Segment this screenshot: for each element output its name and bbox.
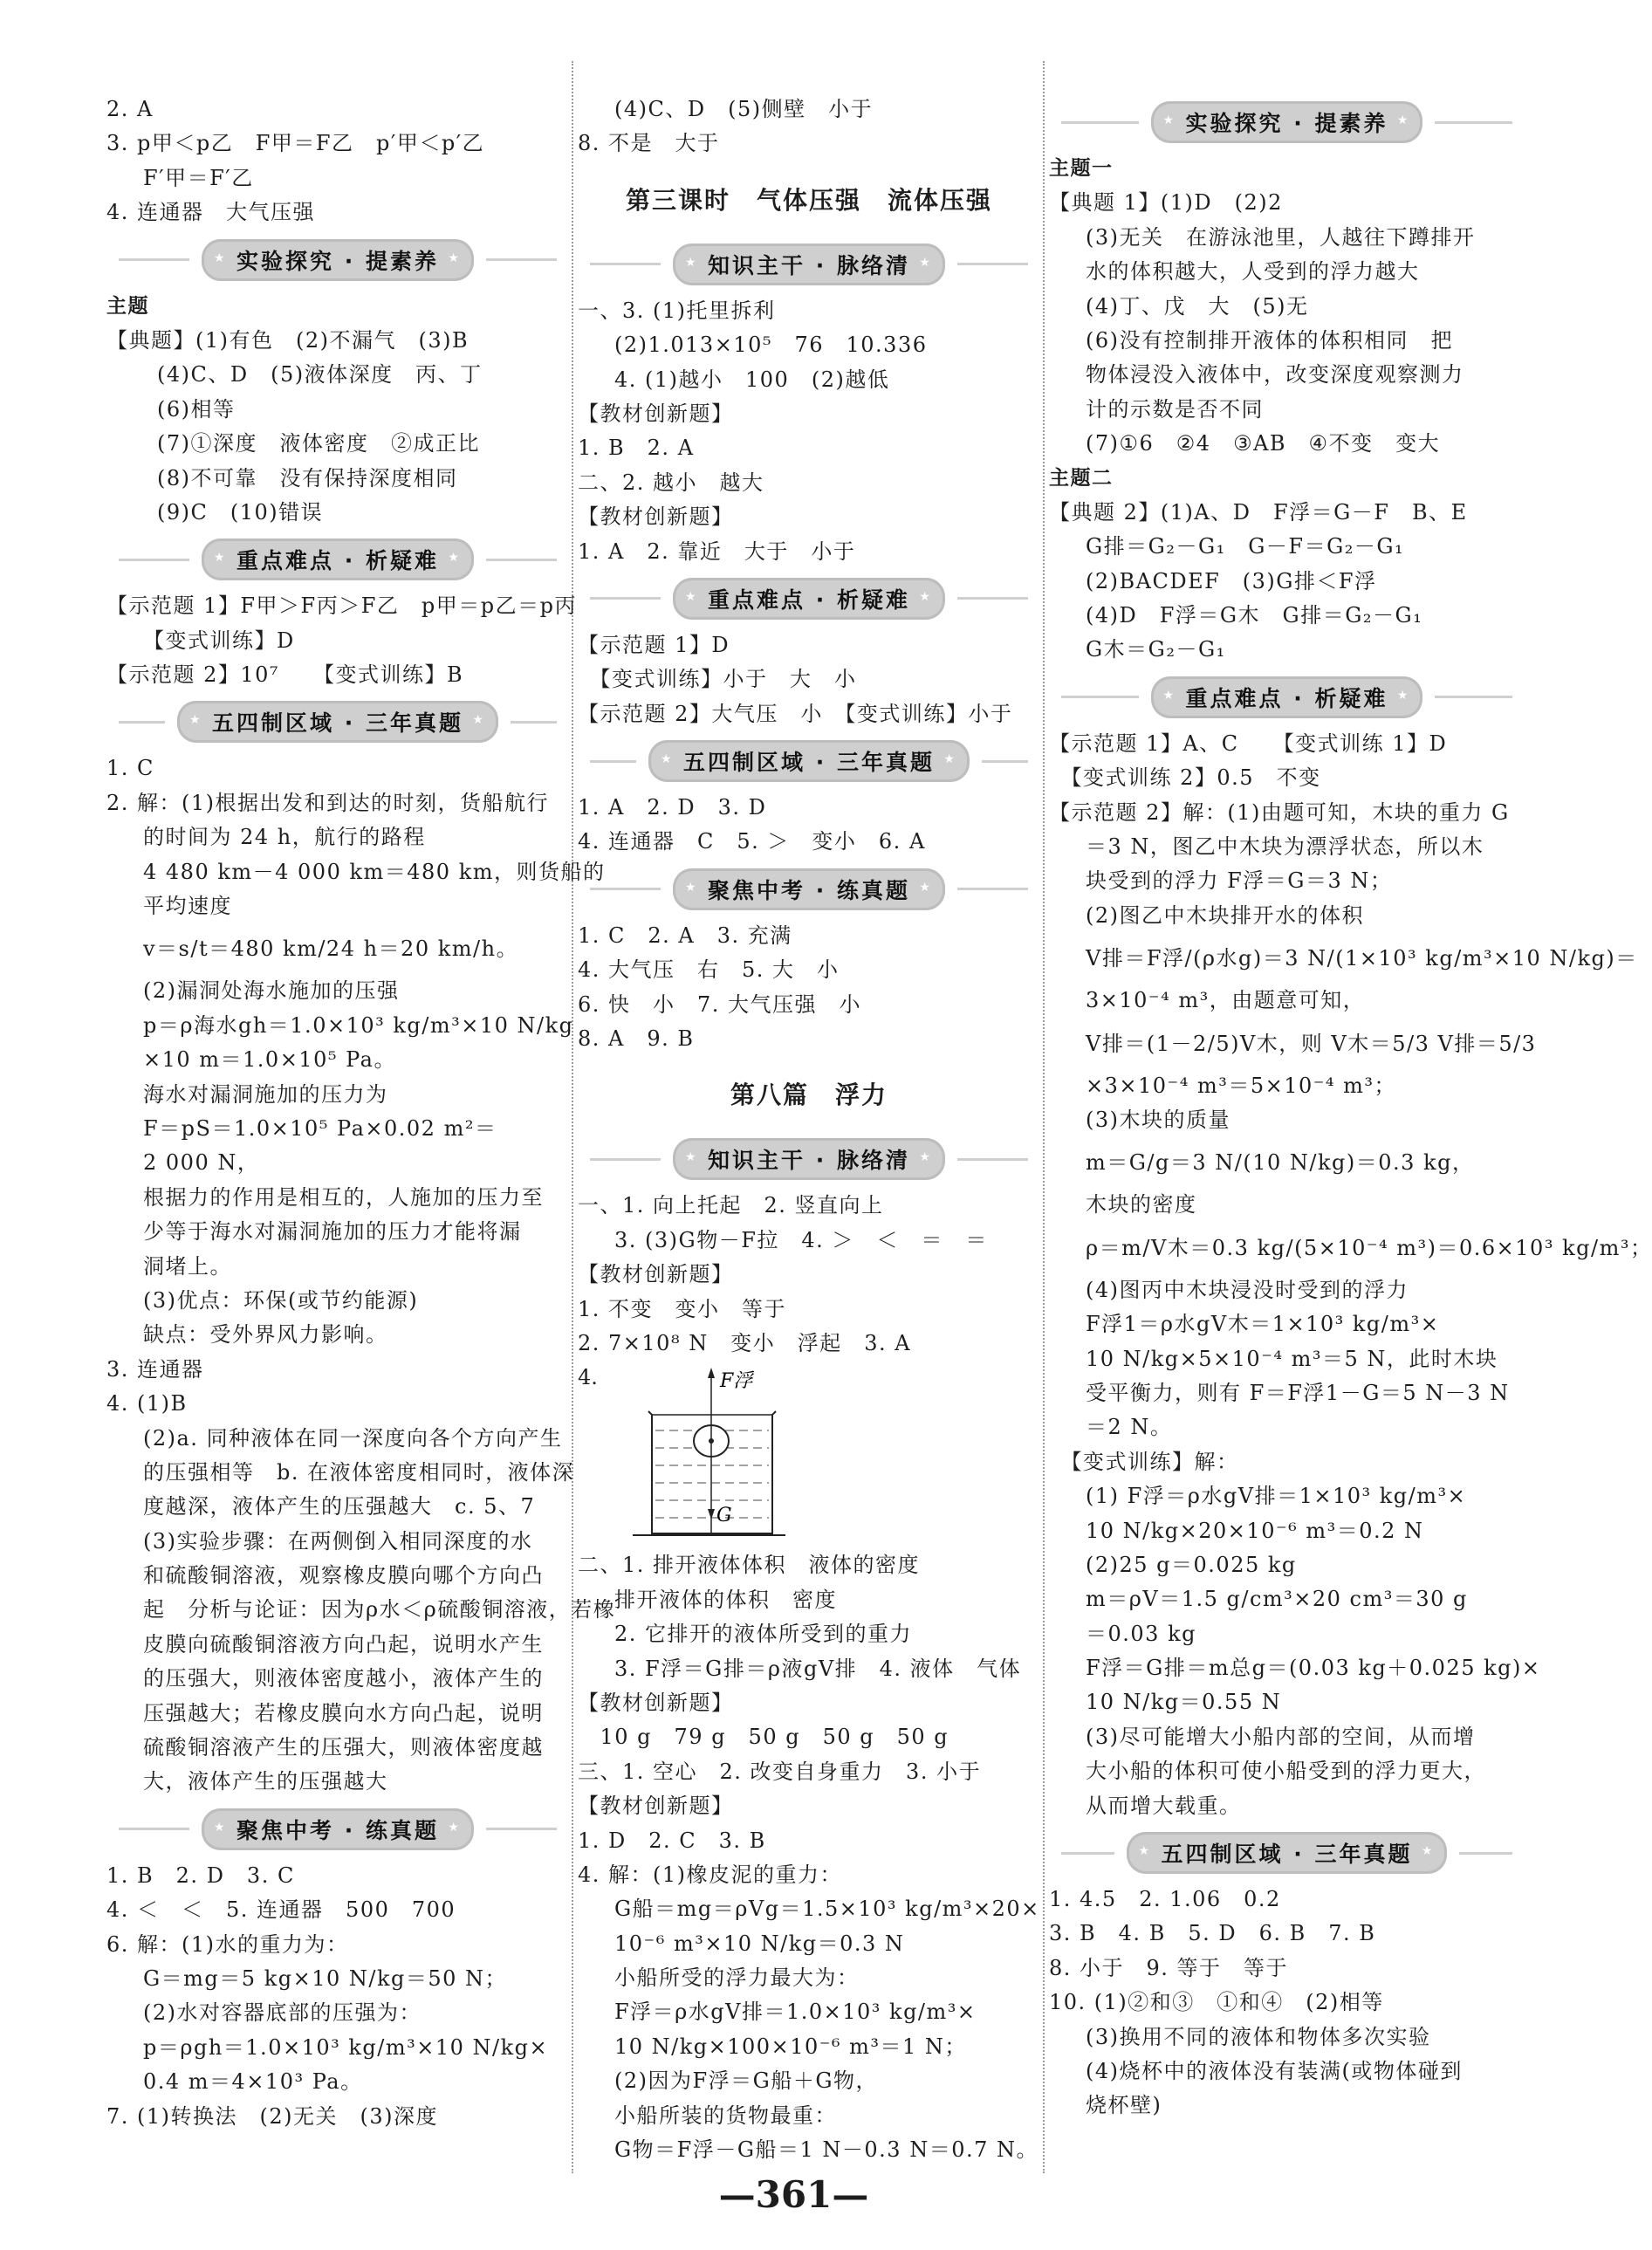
answer-line: (4)D F浮＝G木 G排＝G₂－G₁ xyxy=(1086,603,1423,628)
star-icon: ★ xyxy=(214,1820,228,1835)
chapter-title: 第八篇 浮力 xyxy=(730,1080,888,1110)
answer-line: (4)丁、戊 大 (5)无 xyxy=(1086,293,1309,319)
beaker-force-diagram xyxy=(598,1361,860,1544)
section-banner xyxy=(106,1800,569,1859)
answer-line: 【变式训练】解： xyxy=(1049,1449,1239,1474)
section-banner-title xyxy=(673,244,945,285)
answer-line: 1. C xyxy=(106,756,154,781)
banner-text: 知识主干 · 脉络清 xyxy=(708,1148,910,1174)
buoyant-force-label: F浮 xyxy=(719,1370,753,1393)
topic-heading: 主题一 xyxy=(1049,157,1114,180)
answer-line: 3. (3)G物－F拉 4. ＞ ＜ ＝ ＝ xyxy=(614,1227,988,1252)
answer-line: (4)烧杯中的液体没有装满(或物体碰到 xyxy=(1086,2058,1463,2083)
banner-text: 重点难点 · 析疑难 xyxy=(236,548,439,574)
section-banner-title xyxy=(177,701,498,743)
buoyancy-diagram xyxy=(578,1361,1040,1548)
section-banner xyxy=(106,692,569,751)
answer-line: 2. 解：(1)根据出发和到达的时刻，货船航行 xyxy=(106,790,550,815)
star-icon: ★ xyxy=(1162,113,1177,127)
answer-line: 小船所装的货物最重： xyxy=(614,2103,837,2128)
answer-line: 1. B 2. D 3. C xyxy=(106,1862,295,1888)
star-icon: ★ xyxy=(448,250,462,265)
answer-line: 少等于海水对漏洞施加的压力才能将漏 xyxy=(143,1219,522,1245)
answer-line: 一、1. 向上托起 2. 竖直向上 xyxy=(578,1193,884,1218)
banner-text: 实验探究 · 提素养 xyxy=(1185,111,1388,136)
section-banner-title xyxy=(202,239,474,281)
answer-line: 块受到的浮力 F浮＝G＝3 N； xyxy=(1086,868,1393,894)
answer-line: 10⁻⁶ m³×10 N/kg＝0.3 N xyxy=(614,1931,905,1956)
answer-line: 4 480 km－4 000 km＝480 km，则货船的 xyxy=(143,859,606,884)
answer-line: 木块的密度 xyxy=(1086,1192,1197,1218)
answer-line: 度越深，液体产生的压强越大 c. 5、7 xyxy=(143,1494,536,1519)
column-divider xyxy=(572,61,573,2173)
answer-line: (2)水对容器底部的压强为： xyxy=(143,2000,422,2026)
answer-line: 7. (1)转换法 (2)无关 (3)深度 xyxy=(106,2103,439,2129)
answer-column-3 xyxy=(1049,93,1652,2123)
answer-line: 3×10⁻⁴ m³，由题意可知， xyxy=(1086,988,1366,1013)
answer-line: (2)BACDEF (3)G排＜F浮 xyxy=(1086,568,1377,593)
star-icon: ★ xyxy=(1396,113,1411,127)
star-icon: ★ xyxy=(1162,688,1177,703)
answer-line: 二、1. 排开液体体积 液体的密度 xyxy=(578,1553,921,1578)
star-icon: ★ xyxy=(919,1150,933,1165)
section-banner-title xyxy=(1127,1832,1448,1874)
section-banner xyxy=(1049,1823,1525,1883)
topic-heading: 主题二 xyxy=(1049,466,1114,490)
answer-line: 【变式训练】D xyxy=(143,628,295,653)
answer-line: 2. 7×10⁸ N 变小 浮起 3. A xyxy=(578,1330,912,1355)
answer-line: (6)相等 xyxy=(157,396,236,422)
answer-line: 4. 连通器 C 5. ＞ 变小 6. A xyxy=(578,829,926,854)
star-icon: ★ xyxy=(1138,1844,1153,1859)
star-icon: ★ xyxy=(214,551,228,566)
answer-line: 10 N/kg＝0.55 N xyxy=(1086,1690,1282,1715)
answer-line: 【教材创新题】 xyxy=(578,401,734,426)
answer-line: 【教材创新题】 xyxy=(578,1262,734,1287)
answer-line: 2. A xyxy=(106,97,154,121)
answer-line: 1. 不变 变小 等于 xyxy=(578,1296,787,1321)
answer-line: p＝ρ海水gh＝1.0×10³ kg/m³×10 N/kg xyxy=(143,1012,574,1038)
answer-line: 2. 它排开的液体所受到的重力 xyxy=(614,1622,913,1647)
answer-column-2 xyxy=(578,93,1040,2167)
star-icon: ★ xyxy=(685,880,699,895)
answer-line: ＝0.03 kg xyxy=(1086,1621,1196,1646)
answer-line: (3)优点：环保(或节约能源) xyxy=(143,1287,419,1313)
answer-line: 3. 连通器 xyxy=(106,1356,204,1382)
answer-line: ρ＝m/V木＝0.3 kg/(5×10⁻⁴ m³)＝0.6×10³ kg/m³； xyxy=(1086,1235,1652,1260)
answer-line: 2 000 N， xyxy=(143,1150,260,1176)
star-icon: ★ xyxy=(685,1150,699,1165)
answer-line: 【教材创新题】 xyxy=(578,1690,734,1715)
answer-line: 大小船的体积可使小船受到的浮力更大， xyxy=(1086,1759,1486,1784)
answer-line: (2)因为F浮＝G船＋G物， xyxy=(614,2068,878,2094)
star-icon: ★ xyxy=(685,589,699,604)
answer-line: (2)1.013×10⁵ 76 10.336 xyxy=(614,333,928,358)
answer-line: (1) F浮＝ρ水gV排＝1×10³ kg/m³× xyxy=(1086,1484,1467,1509)
answer-line: 【示范题 1】A、C 【变式训练 1】D xyxy=(1049,731,1448,756)
answer-line: 8. A 9. B xyxy=(578,1026,695,1052)
answer-line: 1. 4.5 2. 1.06 0.2 xyxy=(1049,1887,1281,1912)
answer-line: 二、2. 越小 越大 xyxy=(578,470,764,495)
answer-column-1 xyxy=(106,93,616,2134)
answer-line: 10 N/kg×5×10⁻⁴ m³＝5 N，此时木块 xyxy=(1086,1346,1498,1371)
answer-line: 1. D 2. C 3. B xyxy=(578,1828,766,1853)
answer-line: 计的示数是否不同 xyxy=(1086,396,1264,422)
answer-line: 小船所受的浮力最大为： xyxy=(614,1965,860,1991)
banner-text: 知识主干 · 脉络清 xyxy=(708,252,910,278)
section-banner-title xyxy=(202,538,474,580)
answer-line: (3)换用不同的液体和物体多次实验 xyxy=(1086,2024,1431,2049)
answer-line: 三、1. 空心 2. 改变自身重力 3. 小于 xyxy=(578,1759,982,1784)
answer-line: 10 N/kg×20×10⁻⁶ m³＝0.2 N xyxy=(1086,1518,1424,1543)
star-icon: ★ xyxy=(919,589,933,604)
answer-line: 根据力的作用是相互的，人施加的压力至 xyxy=(143,1184,544,1210)
answer-line: 和硫酸铜溶液，观察橡皮膜向哪个方向凸 xyxy=(143,1563,544,1588)
star-icon: ★ xyxy=(919,255,933,270)
answer-line: 受平衡力，则有 F＝F浮1－G＝5 N－3 N xyxy=(1086,1380,1510,1405)
answer-line: 1. A 2. 靠近 大于 小于 xyxy=(578,538,856,564)
answer-line: 起 分析与论证：因为ρ水＜ρ硫酸铜溶液，若橡 xyxy=(143,1597,616,1622)
answer-line: V排＝F浮/(ρ水g)＝3 N/(1×10³ kg/m³×10 N/kg)＝ xyxy=(1086,946,1638,971)
answer-line: ＝2 N。 xyxy=(1086,1415,1173,1440)
answer-line: 【示范题 2】大气压 小 【变式训练】小于 xyxy=(578,701,1013,726)
answer-line: F浮＝G排＝m总g＝(0.03 kg＋0.025 kg)× xyxy=(1086,1656,1541,1681)
answer-line: (4)图丙中木块浸没时受到的浮力 xyxy=(1086,1277,1409,1302)
answer-line: G船＝mg＝ρVg＝1.5×10³ kg/m³×20× xyxy=(614,1897,1040,1922)
section-banner xyxy=(578,1129,1040,1189)
answer-line: F′甲＝F′乙 xyxy=(143,165,254,190)
answer-line: 海水对漏洞施加的压力为 xyxy=(143,1081,388,1107)
answer-line: ＝3 N，图乙中木块为漂浮状态，所以木 xyxy=(1086,834,1484,860)
section-banner-title xyxy=(648,740,970,782)
banner-text: 五四制区域 · 三年真题 xyxy=(212,710,463,737)
star-icon: ★ xyxy=(661,752,675,767)
star-icon: ★ xyxy=(448,1820,462,1835)
answer-line: 6. 解：(1)水的重力为： xyxy=(106,1931,349,1957)
answer-line: 【教材创新题】 xyxy=(578,504,734,530)
answer-line: 8. 不是 大于 xyxy=(578,131,720,156)
star-icon: ★ xyxy=(448,551,462,566)
answer-line: 的压强大，则液体密度越小，液体产生的 xyxy=(143,1666,544,1691)
answer-line: 烧杯壁) xyxy=(1086,2093,1162,2118)
answer-line: 缺点：受外界风力影响。 xyxy=(143,1322,388,1348)
answer-line: 平均速度 xyxy=(143,894,232,919)
answer-line: (9)C (10)错误 xyxy=(157,499,324,525)
answer-line: 的压强相等 b. 在液体密度相同时，液体深 xyxy=(143,1459,575,1485)
answer-line: 【变式训练 2】0.5 不变 xyxy=(1049,765,1321,791)
answer-line: (4)C、D (5)液体深度 丙、丁 xyxy=(157,362,483,388)
section-banner xyxy=(106,530,569,589)
star-icon: ★ xyxy=(189,713,203,728)
star-icon: ★ xyxy=(1421,1844,1436,1859)
section-banner xyxy=(106,230,569,290)
answer-line: 洞堵上。 xyxy=(143,1253,232,1279)
section-banner-title xyxy=(1151,101,1423,143)
answer-line: (2)漏洞处海水施加的压强 xyxy=(143,978,400,1004)
answer-line: 4. (1)越小 100 (2)越低 xyxy=(614,367,890,392)
banner-text: 五四制区域 · 三年真题 xyxy=(1161,1842,1413,1868)
star-icon: ★ xyxy=(214,250,228,265)
section-banner xyxy=(1049,93,1525,152)
answer-line: 3. F浮＝G排＝ρ液gV排 4. 液体 气体 xyxy=(614,1656,1022,1681)
star-icon: ★ xyxy=(1396,688,1411,703)
banner-text: 重点难点 · 析疑难 xyxy=(708,587,910,613)
answer-line: (3)木块的质量 xyxy=(1086,1107,1230,1132)
answer-line: 压强越大；若橡皮膜向水方向凸起，说明 xyxy=(143,1700,544,1725)
answer-line: 【变式训练】小于 大 小 xyxy=(578,667,857,692)
answer-line: G物＝F浮－G船＝1 N－0.3 N＝0.7 N。 xyxy=(614,2137,1038,2163)
answer-line: ×3×10⁻⁴ m³＝5×10⁻⁴ m³； xyxy=(1086,1073,1397,1098)
banner-text: 聚焦中考 · 练真题 xyxy=(236,1817,439,1843)
answer-line: 物体浸没入液体中，改变深度观察测力 xyxy=(1086,362,1464,388)
answer-line: F＝pS＝1.0×10⁵ Pa×0.02 m²＝ xyxy=(143,1115,497,1141)
answer-line: 的时间为 24 h，航行的路程 xyxy=(143,825,426,850)
answer-line: m＝ρV＝1.5 g/cm³×20 cm³＝30 g xyxy=(1086,1587,1468,1612)
answer-line: (3)无关 在游泳池里，人越往下蹲排开 xyxy=(1086,224,1476,250)
answer-line: 10. (1)②和③ ①和④ (2)相等 xyxy=(1049,1990,1384,2015)
answer-line: 3. p甲＜p乙 F甲＝F乙 p′甲＜p′乙 xyxy=(106,131,485,156)
star-icon: ★ xyxy=(472,713,486,728)
section-banner-title xyxy=(673,868,945,910)
answer-line: 10 g 79 g 50 g 50 g 50 g xyxy=(578,1725,949,1750)
answer-line: (8)不可靠 没有保持深度相同 xyxy=(157,465,458,490)
answer-line: 【典题 1】(1)D (2)2 xyxy=(1049,190,1283,216)
answer-line: (3)实验步骤：在两侧倒入相同深度的水 xyxy=(143,1528,533,1554)
answer-line: 【典题】(1)有色 (2)不漏气 (3)B xyxy=(106,327,470,353)
answer-line: 10 N/kg×100×10⁻⁶ m³＝1 N； xyxy=(614,2034,967,2059)
answer-line: (3)尽可能增大小船内部的空间，从而增 xyxy=(1086,1724,1476,1749)
answer-line: V排＝(1－2/5)V木，则 V木＝5/3 V排＝5/3 xyxy=(1086,1031,1537,1056)
answer-line: G木＝G₂－G₁ xyxy=(1086,637,1226,662)
answer-line: 皮膜向硫酸铜溶液方向凸起，说明水产生 xyxy=(143,1631,544,1657)
answer-line: 【示范题 2】解：(1)由题可知，木块的重力 G xyxy=(1049,799,1510,825)
answer-line: 大，液体产生的压强越大 xyxy=(143,1769,388,1794)
answer-line: 4. 连通器 大气压强 xyxy=(106,200,316,225)
answer-line: 1. C 2. A 3. 充满 xyxy=(578,923,792,948)
answer-line: p＝ρgh＝1.0×10³ kg/m³×10 N/kg× xyxy=(143,2034,549,2060)
answer-line: 【教材创新题】 xyxy=(578,1794,734,1819)
banner-text: 实验探究 · 提素养 xyxy=(236,248,439,274)
answer-line: 【示范题 1】F甲＞F丙＞F乙 p甲＝p乙＝p丙 xyxy=(106,593,577,619)
section-banner-title xyxy=(673,578,945,620)
answer-line: 硫酸铜溶液产生的压强大，则液体密度越 xyxy=(143,1735,544,1760)
answer-line: (4)C、D (5)侧壁 小于 xyxy=(614,97,874,121)
topic-heading: 主题 xyxy=(106,294,149,318)
answer-line: (7)①6 ②4 ③AB ④不变 变大 xyxy=(1086,431,1441,456)
answer-line: 4. 大气压 右 5. 大 小 xyxy=(578,957,840,983)
section-banner xyxy=(578,235,1040,294)
answer-line: 1. A 2. D 3. D xyxy=(578,795,767,820)
answer-line: 0.4 m＝4×10³ Pa。 xyxy=(143,2069,363,2095)
answer-line: 4. 解：(1)橡皮泥的重力： xyxy=(578,1862,843,1887)
answer-line: (6)没有控制排开液体的体积相同 把 xyxy=(1086,327,1453,353)
answer-line: G＝mg＝5 kg×10 N/kg＝50 N； xyxy=(143,1965,508,1991)
answer-line: 6. 快 小 7. 大气压强 小 xyxy=(578,991,862,1017)
answer-line: v＝s/t＝480 km/24 h＝20 km/h。 xyxy=(143,936,519,962)
banner-text: 聚焦中考 · 练真题 xyxy=(708,877,910,903)
answer-line: 1. B 2. A xyxy=(578,436,695,461)
answer-line: 水的体积越大，人受到的浮力越大 xyxy=(1086,259,1420,285)
answer-line: m＝G/g＝3 N/(10 N/kg)＝0.3 kg， xyxy=(1086,1150,1475,1176)
answer-line: (2)a. 同种液体在同一深度向各个方向产生 xyxy=(143,1425,563,1451)
star-icon: ★ xyxy=(943,752,957,767)
section-banner-title xyxy=(202,1808,474,1850)
answer-line: 8. 小于 9. 等于 等于 xyxy=(1049,1955,1289,1980)
section-banner xyxy=(578,569,1040,628)
answer-line: 从而增大载重。 xyxy=(1086,1793,1242,1818)
section-banner-title xyxy=(673,1138,945,1180)
column-divider xyxy=(1043,61,1045,2173)
answer-line: 【示范题 1】D xyxy=(578,632,730,657)
answer-line: 3. B 4. B 5. D 6. B 7. B xyxy=(1049,1921,1376,1946)
answer-line: F浮＝ρ水gV排＝1.0×10³ kg/m³× xyxy=(614,2000,977,2025)
answer-line: 4. ＜ ＜ 5. 连通器 500 700 xyxy=(106,1897,456,1923)
chapter-title: 第三课时 气体压强 流体压强 xyxy=(625,185,992,215)
section-banner-title xyxy=(1151,676,1423,718)
answer-line: (2)25 g＝0.025 kg xyxy=(1086,1552,1297,1577)
section-banner xyxy=(578,731,1040,791)
answer-line: 一、3. (1)托里拆利 xyxy=(578,298,776,323)
gravity-label: G xyxy=(716,1505,732,1527)
answer-line: 排开液体的体积 密度 xyxy=(614,1587,837,1612)
page-number: —361— xyxy=(718,2173,869,2216)
section-banner xyxy=(578,860,1040,919)
answer-line: F浮1＝ρ水gV木＝1×10³ kg/m³× xyxy=(1086,1312,1440,1337)
answer-line: 4. (1)B xyxy=(106,1391,188,1417)
answer-line: ×10 m＝1.0×10⁵ Pa。 xyxy=(143,1047,396,1073)
answer-line: G排＝G₂－G₁ G－F＝G₂－G₁ xyxy=(1086,534,1405,559)
answer-line: (7)①深度 液体密度 ②成正比 xyxy=(157,431,480,456)
banner-text: 五四制区域 · 三年真题 xyxy=(683,750,935,776)
answer-line: 【典题 2】(1)A、D F浮＝G－F B、E xyxy=(1049,499,1468,525)
banner-text: 重点难点 · 析疑难 xyxy=(1185,685,1388,711)
answer-line: 【示范题 2】10⁷ 【变式训练】B xyxy=(106,662,464,688)
section-banner xyxy=(1049,668,1525,727)
answer-line: (2)图乙中木块排开水的体积 xyxy=(1086,902,1364,928)
star-icon: ★ xyxy=(919,880,933,895)
star-icon: ★ xyxy=(685,255,699,270)
question-number: 4. xyxy=(578,1365,598,1390)
